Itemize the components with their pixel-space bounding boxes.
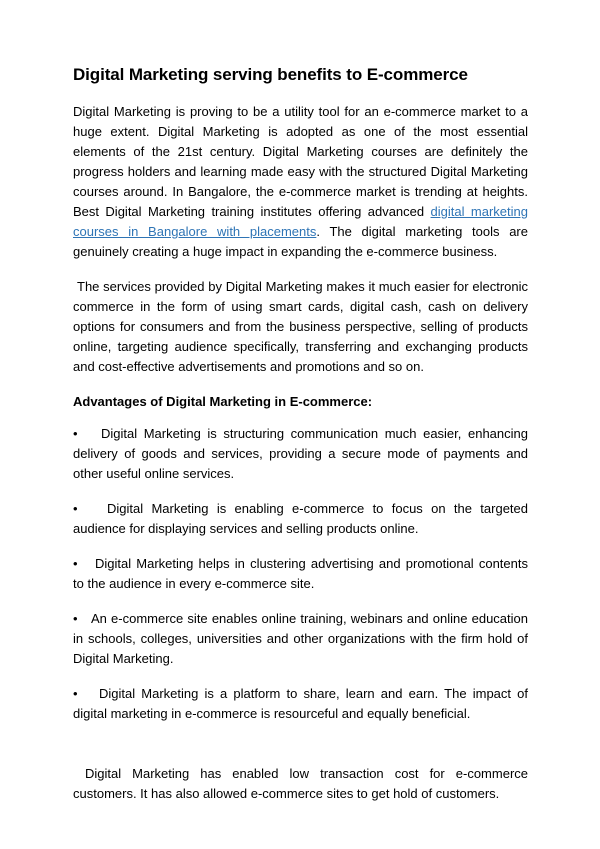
- list-item-text: Digital Marketing is structuring communication much easier, enhancing delivery of goods and services, providing a secure mode of payments and other useful online services.: [73, 426, 528, 481]
- document-title: Digital Marketing serving benefits to E-commerce: [73, 65, 468, 84]
- bullet-icon: •: [73, 686, 78, 701]
- document-page: [73, 64, 528, 804]
- intro-text-end: . The digital marketing tools are genuinely creating a huge impact in expanding the e-commerce business.: [73, 224, 528, 259]
- list-item: [73, 499, 528, 539]
- bullet-icon: •: [73, 501, 78, 516]
- list-item-text: Digital Marketing is enabling e-commerce to focus on the targeted audience for displaying services and selling products online.: [73, 501, 528, 536]
- closing-paragraph: Digital Marketing has enabled low transaction cost for e-commerce customers. It has also allowed e-commerce sites to get hold of customers.: [73, 766, 528, 801]
- courses-link[interactable]: digital marketing courses in Bangalore with placements: [73, 204, 529, 239]
- list-item: [73, 424, 528, 484]
- list-item-text: An e-commerce site enables online training, webinars and online education in schools, colleges, universities and other organizations with the firm hold of Digital Marketing.: [73, 611, 528, 666]
- bullet-icon: •: [73, 556, 78, 571]
- list-item: [73, 609, 528, 669]
- list-item: [73, 684, 528, 724]
- list-item-text: Digital Marketing helps in clustering advertising and promotional contents to the audience in every e-commerce site.: [73, 556, 528, 591]
- intro-text: Digital Marketing is proving to be a utility tool for an e-commerce market to a huge extent. Digital Marketing is adopted as one of the most essential elements of the 21st century. Digital Marketing courses are definitely the progress holders and learning made easy with the structured Digital Marketing courses around. In Bangalore, the e-commerce market is trending at heights. Best Digital Marketing training institutes offering advanced: [73, 104, 528, 219]
- list-item-text: Digital Marketing is a platform to share, learn and earn. The impact of digital marketing in e-commerce is resourceful and equally beneficial.: [73, 686, 528, 721]
- services-paragraph: The services provided by Digital Marketing makes it much easier for electronic commerce in the form of using smart cards, digital cash, cash on delivery options for consumers and from the business perspective, selling of products online, targeting audience specifically, transferring and exchanging products and cost-effective advertisements and promotions and so on.: [73, 279, 528, 374]
- bullet-icon: •: [73, 426, 78, 441]
- advantages-heading: Advantages of Digital Marketing in E-commerce:: [73, 394, 373, 409]
- bullet-icon: •: [73, 611, 78, 626]
- intro-paragraph: [73, 102, 528, 262]
- list-item: [73, 554, 528, 594]
